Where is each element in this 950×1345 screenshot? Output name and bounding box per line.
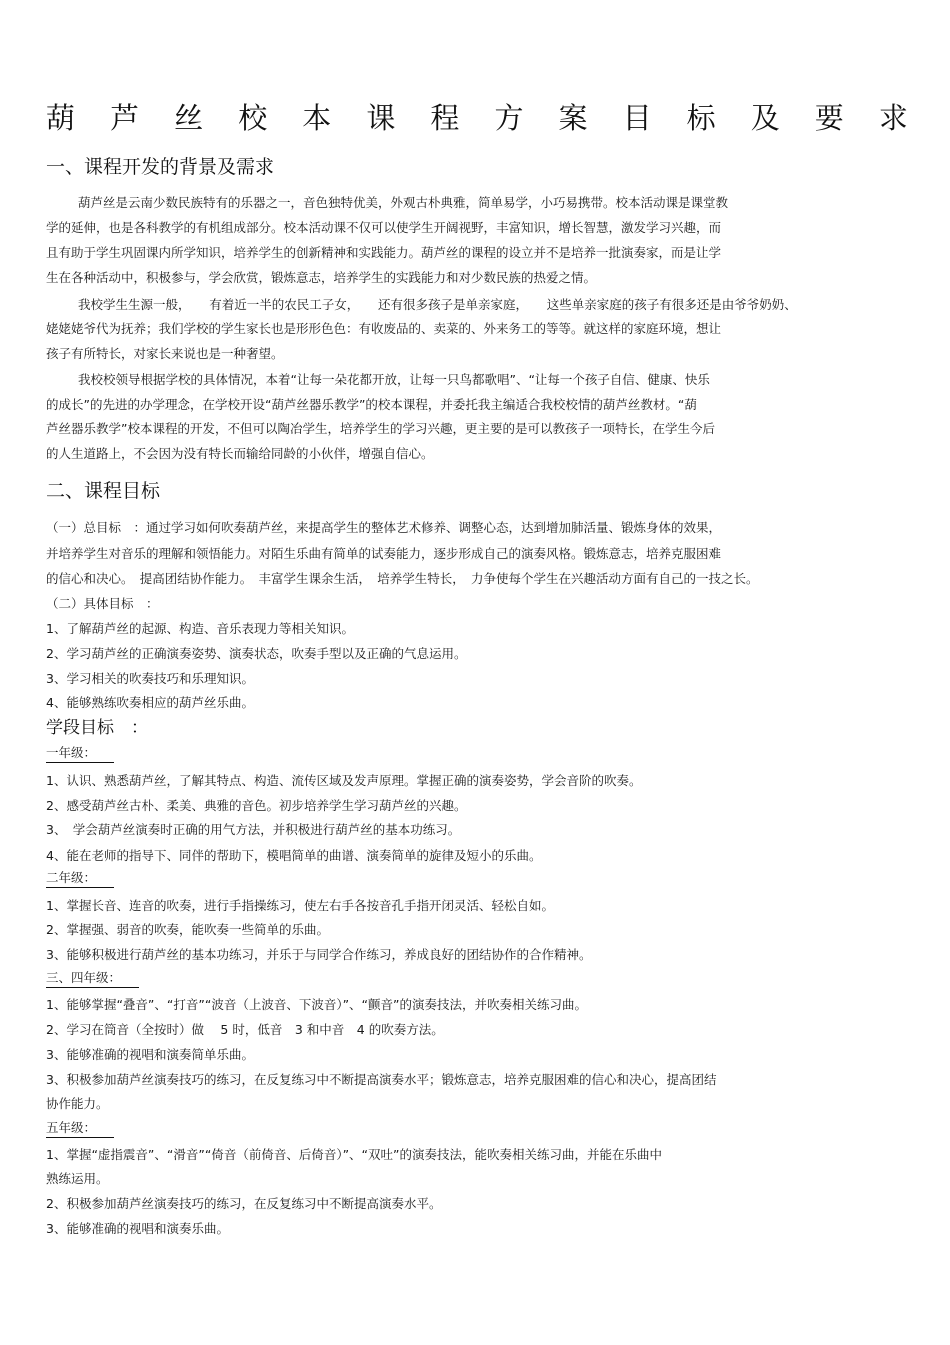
grade-label-grade1: 一年级： (46, 744, 114, 763)
grade-goal-item: 1、掌握“虚指震音”、“滑音”“倚音（前倚音、后倚音）”、“双吐”的演奏技法，能吹奏相关练习曲，并能在乐曲中 (46, 1147, 663, 1162)
title-char: 方 (494, 101, 524, 135)
grade-goal-item: 2、感受葫芦丝古朴、柔美、典雅的音色。初步培养学生学习葫芦丝的兴趣。 (46, 798, 467, 813)
specific-goal-item: 4、能够熟练吹奏相应的葫芦丝乐曲。 (46, 695, 254, 710)
title-char: 案 (558, 101, 588, 135)
grade-label-grade2: 二年级： (46, 869, 114, 888)
title-char: 要 (814, 101, 844, 135)
paragraph-line: 我校校领导根据学校的具体情况，本着“让每一朵花都开放，让每一只鸟都歌唱”、“让每一个孩子自信、健康、快乐 (78, 372, 710, 387)
grade-goal-item: 协作能力。 (46, 1096, 109, 1111)
grade-goal-item: 3、积极参加葫芦丝演奏技巧的练习，在反复练习中不断提高演奏水平；锻炼意志，培养克服困难的信心和决心，提高团结 (46, 1072, 717, 1087)
title-char: 程 (430, 101, 460, 135)
title-char: 及 (750, 101, 780, 135)
grade-goal-item: 2、学习在筒音（全按时）做 5 时，低音 3 和中音 4 的吹奏方法。 (46, 1022, 444, 1037)
general-goal-line: （一）总目标 ：通过学习如何吹奏葫芦丝，来提高学生的整体艺术修养、调整心态，达到增加肺活量、锻炼身体的效果， (46, 520, 722, 535)
specific-goal-item: 1、了解葫芦丝的起源、构造、音乐表现力等相关知识。 (46, 621, 354, 636)
grade-label-grade34: 三、四年级： (46, 969, 139, 988)
specific-goals-heading: （二）具体目标 ： (46, 596, 159, 611)
paragraph-line: 且有助于学生巩固课内所学知识，培养学生的创新精神和实践能力。葫芦丝的课程的设立并不是培养一批演奏家，而是让学 (46, 245, 722, 260)
title-char: 目 (622, 101, 652, 135)
grade-goal-item: 1、掌握长音、连音的吹奏，进行手指操练习，使左右手各按音孔手指开闭灵活、轻松自如。 (46, 898, 554, 913)
grade-goal-item: 2、掌握强、弱音的吹奏，能吹奏一些简单的乐曲。 (46, 922, 329, 937)
grade-goal-item: 3、能够积极进行葫芦丝的基本功练习，并乐于与同学合作练习，养成良好的团结协作的合作精神。 (46, 947, 592, 962)
grade-goal-item: 2、积极参加葫芦丝演奏技巧的练习，在反复练习中不断提高演奏水平。 (46, 1196, 442, 1211)
paragraph-line: 的成长”的先进的办学理念，在学校开设“葫芦丝器乐教学”的校本课程，并委托我主编适合我校校情的葫芦丝教材。“葫 (46, 397, 697, 412)
specific-goal-item: 2、学习葫芦丝的正确演奏姿势、演奏状态，吹奏手型以及正确的气息运用。 (46, 646, 467, 661)
document-title (46, 98, 908, 138)
stage-goals-heading: 学段目标 ： (46, 718, 148, 738)
grade-label-grade5: 五年级： (46, 1119, 114, 1138)
title-char: 标 (686, 101, 716, 135)
title-char: 校 (238, 101, 268, 135)
section-heading-goals: 二、课程目标 (46, 480, 161, 502)
title-char: 葫 (46, 101, 76, 135)
paragraph-line: 葫芦丝是云南少数民族特有的乐器之一，音色独特优美，外观古朴典雅，简单易学，小巧易携带。校本活动课是课堂教 (78, 195, 729, 210)
general-goal-line: 的信心和决心。 提高团结协作能力。 丰富学生课余生活， 培养学生特长， 力争使每个学生在兴趣活动方面有自己的一技之长。 (46, 571, 759, 586)
grade-goal-item: 熟练运用。 (46, 1171, 109, 1186)
paragraph-line: 姥姥姥爷代为抚养；我们学校的学生家长也是形形色色：有收废品的、卖菜的、外来务工的等等。就这样的家庭环境，想让 (46, 321, 722, 336)
paragraph-line: 我校学生生源一般， 有着近一半的农民工子女， 还有很多孩子是单亲家庭， 这些单亲家庭的孩子有很多还是由爷爷奶奶、 (78, 297, 797, 312)
grade-goal-item: 3、 学会葫芦丝演奏时正确的用气方法，并积极进行葫芦丝的基本功练习。 (46, 822, 461, 837)
grade-goal-item: 3、能够准确的视唱和演奏简单乐曲。 (46, 1047, 254, 1062)
paragraph-line: 的人生道路上，不会因为没有特长而输给同龄的小伙伴，增强自信心。 (46, 446, 434, 461)
title-char: 芦 (110, 101, 140, 135)
title-char: 本 (302, 101, 332, 135)
grade-goal-item: 3、能够准确的视唱和演奏乐曲。 (46, 1221, 229, 1236)
paragraph-line: 学的延伸，也是各科教学的有机组成部分。校本活动课不仅可以使学生开阔视野，丰富知识，增长智慧，激发学习兴趣，而 (46, 220, 722, 235)
grade-goal-item: 1、认识、熟悉葫芦丝，了解其特点、构造、流传区域及发声原理。掌握正确的演奏姿势，学会音阶的吹奏。 (46, 773, 642, 788)
paragraph-line: 芦丝器乐教学”校本课程的开发，不但可以陶冶学生，培养学生的学习兴趣，更主要的是可以教孩子一项特长，在学生今后 (46, 421, 715, 436)
paragraph-line: 孩子有所特长，对家长来说也是一种奢望。 (46, 346, 284, 361)
specific-goal-item: 3、学习相关的吹奏技巧和乐理知识。 (46, 671, 254, 686)
section-heading-background: 一、课程开发的背景及需求 (46, 156, 275, 178)
title-char: 丝 (174, 101, 204, 135)
grade-goal-item: 1、能够掌握“叠音”、“打音”“波音（上波音、下波音）”、“颤音”的演奏技法，并吹奏相关练习曲。 (46, 997, 588, 1012)
grade-goal-item: 4、能在老师的指导下、同伴的帮助下，模唱简单的曲谱、演奏简单的旋律及短小的乐曲。 (46, 848, 542, 863)
paragraph-line: 生在各种活动中，积极参与，学会欣赏，锻炼意志，培养学生的实践能力和对少数民族的热爱之情。 (46, 270, 597, 285)
general-goal-line: 并培养学生对音乐的理解和领悟能力。对陌生乐曲有简单的试奏能力，逐步形成自己的演奏风格。锻炼意志，培养克服困难 (46, 546, 722, 561)
title-char: 求 (878, 101, 908, 135)
title-char: 课 (366, 101, 396, 135)
